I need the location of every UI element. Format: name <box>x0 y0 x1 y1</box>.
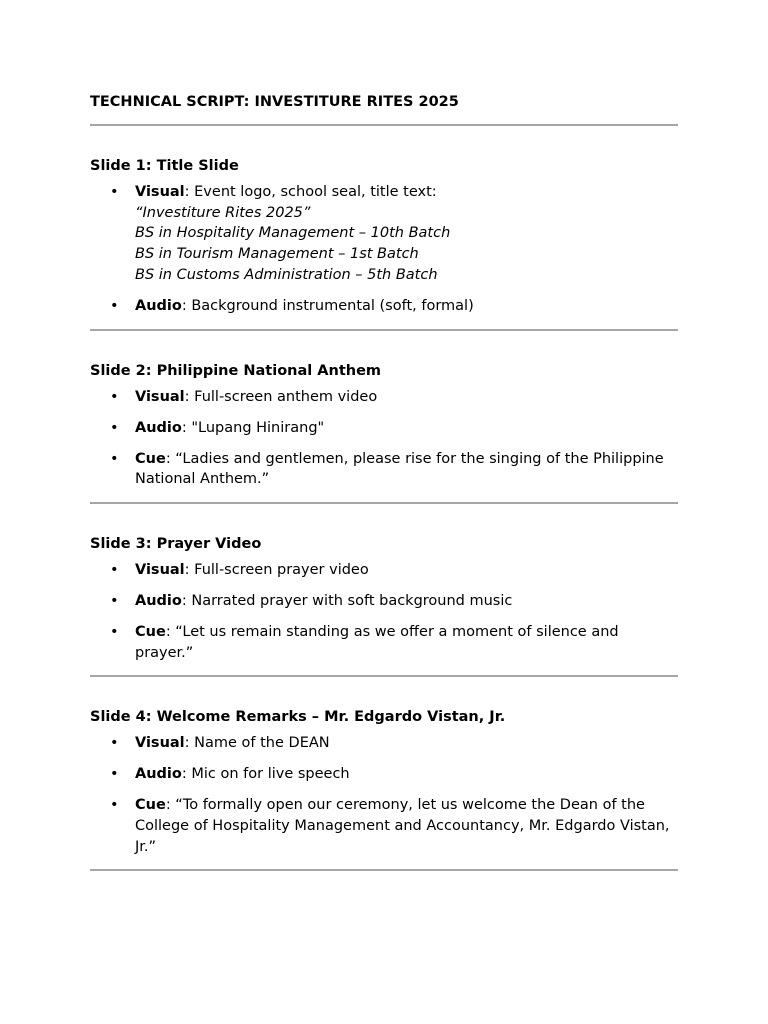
bullet-icon: • <box>110 388 119 405</box>
bullet-icon: • <box>110 419 119 436</box>
item-term: Audio <box>135 297 182 314</box>
item-text: : Event logo, school seal, title text: <box>184 184 437 200</box>
title-text-line: BS in Tourism Management – 1st Batch <box>135 246 419 263</box>
item-term: Visual <box>135 184 185 200</box>
bullet-icon: • <box>110 561 119 578</box>
section-heading: Slide 2: Philippine National Anthem <box>90 362 382 379</box>
item-term: Cue <box>135 450 166 467</box>
bullet-icon: • <box>110 592 119 609</box>
horizontal-rule <box>90 869 678 871</box>
item-list <box>90 560 678 663</box>
section-slide-2 <box>90 331 678 504</box>
list-item <box>90 182 678 286</box>
item-term: Visual <box>135 735 185 752</box>
bullet-icon: • <box>110 297 119 314</box>
item-term: Audio <box>135 592 182 609</box>
item-term: Audio <box>135 766 182 783</box>
bullet-icon: • <box>110 735 119 752</box>
section-heading: Slide 3: Prayer Video <box>90 535 262 552</box>
bullet-icon: • <box>110 766 119 783</box>
item-text: : Full-screen anthem video <box>184 388 378 405</box>
title-text-line: “Investiture Rites 2025” <box>135 204 311 221</box>
section-slide-3 <box>90 504 678 677</box>
bullet-icon: • <box>110 623 119 640</box>
list-item <box>90 622 678 663</box>
item-term: Visual <box>135 561 185 578</box>
section-heading: Slide 1: Title Slide <box>90 158 239 174</box>
item-text: : Narrated prayer with soft background music <box>181 592 513 609</box>
item-text: : “Let us remain standing as we offer a moment of silence and prayer.” <box>135 623 619 661</box>
item-text: : "Lupang Hinirang" <box>181 419 325 436</box>
document-page <box>90 93 678 871</box>
bullet-icon: • <box>110 797 119 814</box>
list-item <box>90 560 678 581</box>
list-item <box>90 387 678 408</box>
item-list <box>90 387 678 490</box>
item-term: Cue <box>135 623 166 640</box>
title-text-line: BS in Customs Administration – 5th Batch <box>135 266 438 283</box>
list-item <box>90 418 678 439</box>
item-list <box>90 733 678 857</box>
item-text: : Full-screen prayer video <box>184 561 369 578</box>
bullet-icon: • <box>110 450 119 467</box>
item-text: : “Ladies and gentlemen, please rise for the singing of the Philippine National Anthem.” <box>135 450 664 488</box>
list-item <box>90 764 678 785</box>
title-text-line: BS in Hospitality Management – 10th Batch <box>135 225 451 242</box>
item-text: : Name of the DEAN <box>184 735 330 752</box>
list-item <box>90 795 678 857</box>
item-text: : “To formally open our ceremony, let us welcome the Dean of the College of Hospitality Management and Accountancy, Mr. Edgardo Vistan, Jr.” <box>135 797 670 855</box>
list-item <box>90 591 678 612</box>
section-slide-4 <box>90 677 678 871</box>
item-term: Cue <box>135 797 166 814</box>
list-item <box>90 449 678 490</box>
list-item <box>90 733 678 754</box>
section-heading: Slide 4: Welcome Remarks – Mr. Edgardo Vistan, Jr. <box>90 709 506 726</box>
item-term: Visual <box>135 388 185 405</box>
title-text-lines <box>135 203 678 286</box>
item-text: : Mic on for live speech <box>181 766 350 783</box>
item-text: : Background instrumental (soft, formal) <box>181 297 474 314</box>
document-title: TECHNICAL SCRIPT: INVESTITURE RITES 2025 <box>90 94 459 110</box>
section-slide-1 <box>90 126 678 331</box>
bullet-icon: • <box>110 184 119 200</box>
item-list <box>90 182 678 317</box>
list-item <box>90 296 678 317</box>
item-term: Audio <box>135 419 182 436</box>
